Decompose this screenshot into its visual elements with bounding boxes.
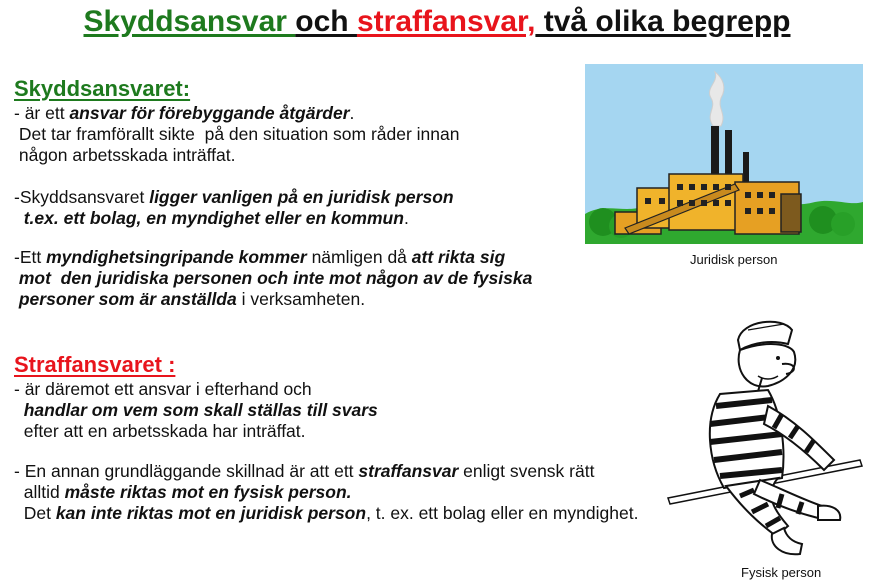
title-part-rest: två olika begrepp [535, 5, 791, 38]
emphasis: t.ex. ett bolag, en myndighet eller en kommun [14, 208, 404, 228]
text: Det tar framförallt sikte på den situation som råder innan [14, 124, 460, 144]
straffansvar-paragraph-1 [14, 379, 378, 442]
text: . [403, 208, 409, 228]
title-part-och: och [295, 5, 357, 38]
title-part-skyddsansvar: Skyddsansvar [83, 5, 296, 38]
emphasis: ansvar för förebyggande åtgärder [69, 103, 350, 123]
text: alltid [14, 482, 65, 502]
text: någon arbetsskada inträffat. [14, 145, 236, 165]
section-heading-straffansvaret: Straffansvaret : [14, 352, 176, 377]
emphasis: straffansvar [358, 461, 459, 481]
text: - är däremot ett ansvar i efterhand och [14, 379, 312, 399]
text: -Skyddsansvaret [14, 187, 150, 207]
text: - är ett [14, 103, 70, 123]
emphasis: ligger vanligen på en juridisk person [149, 187, 454, 207]
text: enligt svensk rätt [458, 461, 595, 481]
prisoner-icon [664, 310, 864, 565]
straffansvar-paragraph-2 [14, 461, 638, 524]
title-part-straffansvar: straffansvar, [356, 5, 536, 38]
skyddsansvar-paragraph-3 [14, 247, 532, 310]
skyddsansvar-paragraph-2 [14, 187, 454, 229]
emphasis: personer som är anställda [14, 289, 237, 309]
factory-illustration [585, 64, 863, 244]
emphasis: mot den juridiska personen och inte mot någon av de fysiska [14, 268, 533, 288]
text: nämligen då [306, 247, 412, 267]
text: Det [14, 503, 56, 523]
text: - En annan grundläggande skillnad är att ett [14, 461, 359, 481]
text: efter att en arbetsskada har inträffat. [14, 421, 306, 441]
text: i verksamheten. [236, 289, 366, 309]
emphasis: kan inte riktas mot en juridisk person [55, 503, 367, 523]
factory-icon [585, 64, 863, 244]
emphasis: myndighetsingripande kommer [46, 247, 307, 267]
emphasis: handlar om vem som skall ställas till svars [14, 400, 378, 420]
skyddsansvar-paragraph-1 [14, 103, 460, 166]
page-title [0, 4, 874, 40]
emphasis: att rikta sig [411, 247, 506, 267]
text: -Ett [14, 247, 47, 267]
factory-caption: Juridisk person [690, 252, 778, 267]
emphasis: måste riktas mot en fysisk person. [64, 482, 352, 502]
text: . [349, 103, 355, 123]
text: , t. ex. ett bolag eller en myndighet. [366, 503, 639, 523]
prisoner-caption: Fysisk person [741, 565, 822, 580]
section-heading-skyddsansvaret: Skyddsansvaret: [14, 76, 191, 101]
